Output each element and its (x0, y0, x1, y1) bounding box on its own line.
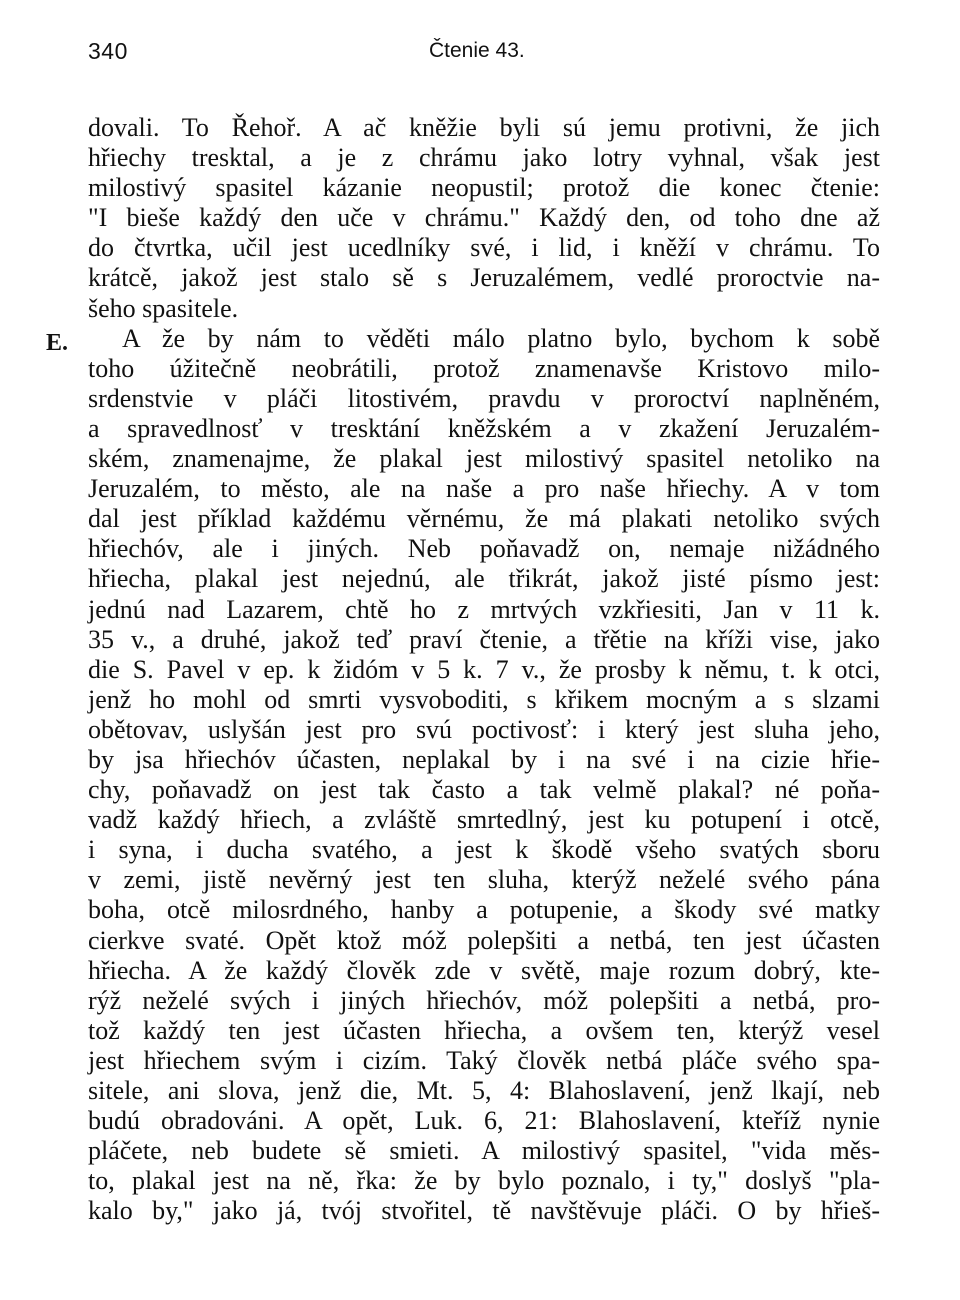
text-line: hřiecha. A že každý člověk zde v světě, maje rozum dobrý, kte- (88, 955, 880, 985)
text-line: milostivý spasitel kázanie neopustil; protož die konec čtenie: (88, 173, 880, 203)
text-line: kalo by," jako já, tvój stvořitel, tě navštěvuje pláči. O by hřieš- (88, 1196, 880, 1226)
body-text (88, 113, 880, 1226)
text-line: krátcě, jakož jest stalo sě s Jeruzalémem, vedlé proroctvie na- (88, 263, 880, 293)
text-line: toho úžitečně neobrátili, protož znamenavše Kristovo milo- (88, 353, 880, 383)
margin-section-marker: E. (46, 330, 69, 356)
text-line: a spravedlnosť v tresktání kněžském a v zkažení Jeruzalém- (88, 413, 880, 443)
text-line: hřiechy tresktal, a je z chrámu jako lotry vyhnal, však jest (88, 143, 880, 173)
text-line: rýž neželé svých i jiných hřiechóv, móž polepšiti a netbá, pro- (88, 985, 880, 1015)
page-number: 340 (88, 38, 128, 64)
text-line: Jeruzalém, to město, ale na naše a pro naše hřiechy. A v tom (88, 474, 880, 504)
running-title: Čtenie 43. (429, 39, 525, 62)
text-line: A že by nám to věděti málo platno bylo, bychom k sobě (122, 323, 880, 353)
text-line: dal jest příklad každému věrnému, že má plakati netoliko svých (88, 504, 880, 534)
text-line: pláčete, neb budete sě smieti. A milostivý spasitel, "vida měs- (88, 1136, 880, 1166)
text-line: 35 v., a druhé, jakož teď praví čtenie, a třětie na kříži vise, jako (88, 624, 880, 654)
text-line: vadž každý hřiech, a zvláště smrtedlný, jest ku potupení i otcě, (88, 805, 880, 835)
text-line: srdenstvie v pláči litostivém, pravdu v proroctví naplněném, (88, 383, 880, 413)
text-line: hřiecha, plakal jest nejednú, ale třikrát, jakož jisté písmo jest: (88, 564, 880, 594)
text-line: by jsa hřiechóv účasten, neplakal by i na své i na cizie hřie- (88, 744, 880, 774)
text-line: jest hřiechem svým i cizím. Taký člověk netbá pláče svého spa- (88, 1045, 880, 1075)
text-line: jenž ho mohl od smrti vysvoboditi, s křikem mocným a s slzami (88, 684, 880, 714)
text-line: boha, otcě milosrdného, hanby a potupenie, a škody své matky (88, 895, 880, 925)
text-line: to, plakal jest na ně, řka: že by bylo poznalo, i ty," doslyš "pla- (88, 1166, 880, 1196)
text-line: jednú nad Lazarem, chtě ho z mrtvých vzkřiesiti, Jan v 11 k. (88, 594, 880, 624)
text-line: tož každý ten jest účasten hřiecha, a ovšem ten, kterýž vesel (88, 1015, 880, 1045)
text-line: chy, poňavadž on jest tak často a tak velmě plakal? né poňa- (88, 775, 880, 805)
text-line: i syna, i ducha svatého, a jest k škodě všeho svatých sboru (88, 835, 880, 865)
text-line: obětovav, uslyšán jest pro svú poctivosť: i který jest sluha jeho, (88, 714, 880, 744)
text-line: do čtvrtka, učil jest ucedlníky své, i lid, i kněží v chrámu. To (88, 233, 880, 263)
text-line: dovali. To Řehoř. A ač kněžie byli sú jemu protivni, že jich (88, 113, 880, 142)
text-line: cierkve svaté. Opět ktož móž polepšiti a netbá, ten jest účasten (88, 925, 880, 955)
text-line: "I bieše každý den uče v chrámu." Každý den, od toho dne až (88, 203, 880, 233)
text-line: sitele, ani slova, jenž die, Mt. 5, 4: Blahoslavení, jenž lkají, neb (88, 1076, 880, 1105)
text-line: šeho spasitele. (88, 293, 239, 323)
text-line: ském, znamenajme, že plakal jest milostivý spasitel netoliko na (88, 444, 880, 474)
text-line: hřiechóv, ale i jiných. Neb poňavadž on, nemaje nižádného (88, 534, 880, 564)
text-line: die S. Pavel v ep. k židóm v 5 k. 7 v., že prosby k němu, t. k otci, (88, 654, 880, 684)
page-header (88, 38, 880, 78)
text-line: budú obradováni. A opět, Luk. 6, 21: Blahoslavení, kteříž nynie (88, 1106, 880, 1136)
text-line: v zemi, jistě nevěrný jest ten sluha, kterýž neželé svého pána (88, 865, 880, 895)
